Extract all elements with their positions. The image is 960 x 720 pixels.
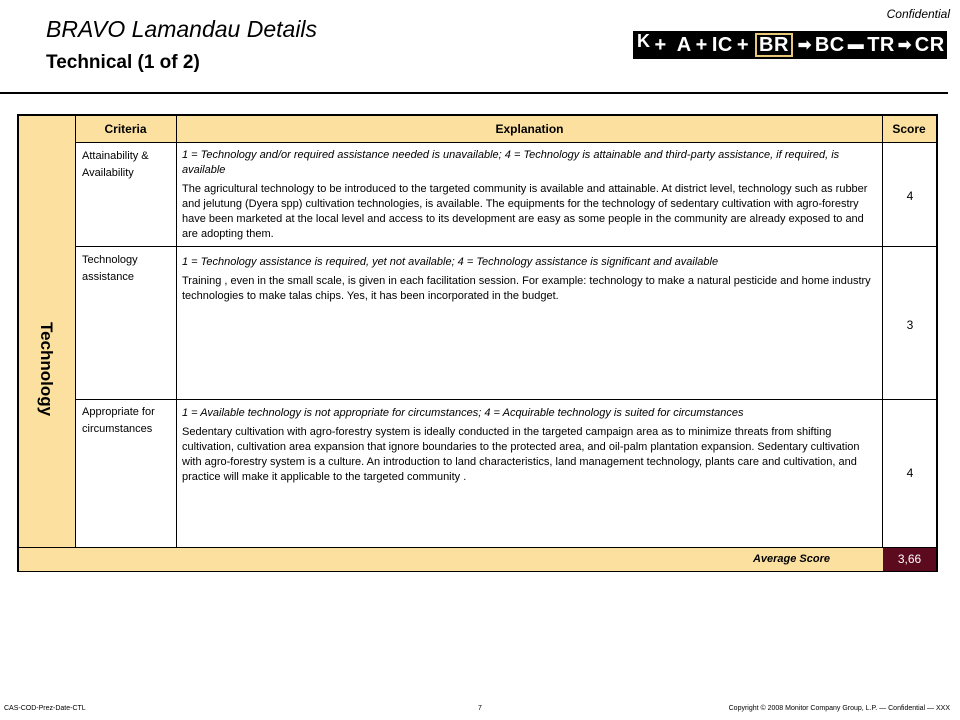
explanation-text: Sedentary cultivation with agro-forestry system is ideally conducted in the targeted campaign area as to minimize threats from shifting cultivation, cultivation area expansion that ignore boundaries to the protected area, and oil-palm plantation expansion. Sedentary cultivation with agro-forestry system is a culture. An introduction to land characteristics, land management technology, plants care and cultivation, and practice will make it applicable to the targeted community . [182, 426, 860, 483]
table-row-explanation [182, 148, 882, 242]
table-row-criteria: Appropriate for circumstances [82, 406, 155, 435]
average-score-label: Average Score [752, 553, 830, 565]
header-score: Score [892, 122, 926, 136]
column-divider [75, 116, 76, 547]
logo-cr: CR [914, 33, 945, 56]
row-divider [75, 399, 936, 400]
page-subtitle: Technical (1 of 2) [46, 52, 200, 73]
table-row-score: 4 [906, 466, 914, 480]
criteria-table [17, 114, 938, 572]
logo-plus: + [654, 33, 667, 56]
logo-a: A [676, 33, 692, 56]
footer-doc-code: CAS-COD-Prez-Date-CTL [4, 705, 86, 712]
explanation-text: Training , even in the small scale, is given in each facilitation session. For example: technology to make a natural pesticide and home industry technologies to make talas chips. Yes, it has been incorporated in the budget. [182, 275, 871, 302]
confidential-label: Confidential [886, 7, 950, 21]
logo-plus: + [736, 33, 750, 56]
logo-plus: + [695, 33, 708, 56]
logo-k: K [637, 30, 651, 51]
kaicbr-logo [633, 31, 947, 59]
header-divider [0, 92, 948, 94]
table-row-criteria: Attainability & Availability [82, 150, 149, 179]
footer-page-number: 7 [478, 705, 482, 712]
arrow-right-icon: ➡ [897, 37, 912, 54]
average-score-value: 3,66 [883, 548, 936, 571]
header-criteria: Criteria [104, 122, 147, 136]
row-divider [75, 246, 936, 247]
footer-copyright: Copyright © 2008 Monitor Company Group, L.P. — Confidential — XXX [728, 705, 950, 712]
scale-description: 1 = Available technology is not appropriate for circumstances; 4 = Acquirable technology is suited for circumstances [182, 407, 744, 419]
arrow-right-icon: ➡ [797, 37, 812, 54]
table-row-explanation [182, 406, 882, 485]
column-divider [882, 116, 883, 570]
column-divider [176, 116, 177, 547]
scale-description: 1 = Technology assistance is required, yet not available; 4 = Technology assistance is significant and available [182, 256, 719, 268]
logo-bc: BC [814, 33, 845, 56]
category-column [19, 142, 75, 547]
header-explanation: Explanation [495, 122, 564, 136]
table-row-score: 4 [906, 189, 914, 203]
scale-description: 1 = Technology and/or required assistance needed is unavailable; 4 = Technology is attainable and third-party assistance, if required, is available [182, 149, 840, 176]
dash-icon: ▬ [847, 36, 865, 53]
page-title: BRAVO Lamandau Details [46, 16, 318, 42]
table-row-score: 3 [906, 318, 914, 332]
average-score-row [19, 547, 936, 571]
table-header-row [19, 116, 936, 143]
logo-ic: IC [711, 33, 733, 56]
category-label: Technology [37, 322, 56, 417]
explanation-text: The agricultural technology to be introduced to the targeted community is available and attainable. At district level, technology such as rubber and jelutung (Dyera spp) cultivation technologies, is available. The equipments for the technology of sedentary cultivation with agro-forestry have been marketed at the local level and access to its development are easy as some people in the community are already exposed to and are adopting them. [182, 183, 868, 240]
table-row-criteria: Technology assistance [82, 254, 138, 283]
table-row-explanation [182, 255, 882, 304]
logo-br: BR [755, 33, 793, 57]
logo-tr: TR [867, 33, 895, 56]
